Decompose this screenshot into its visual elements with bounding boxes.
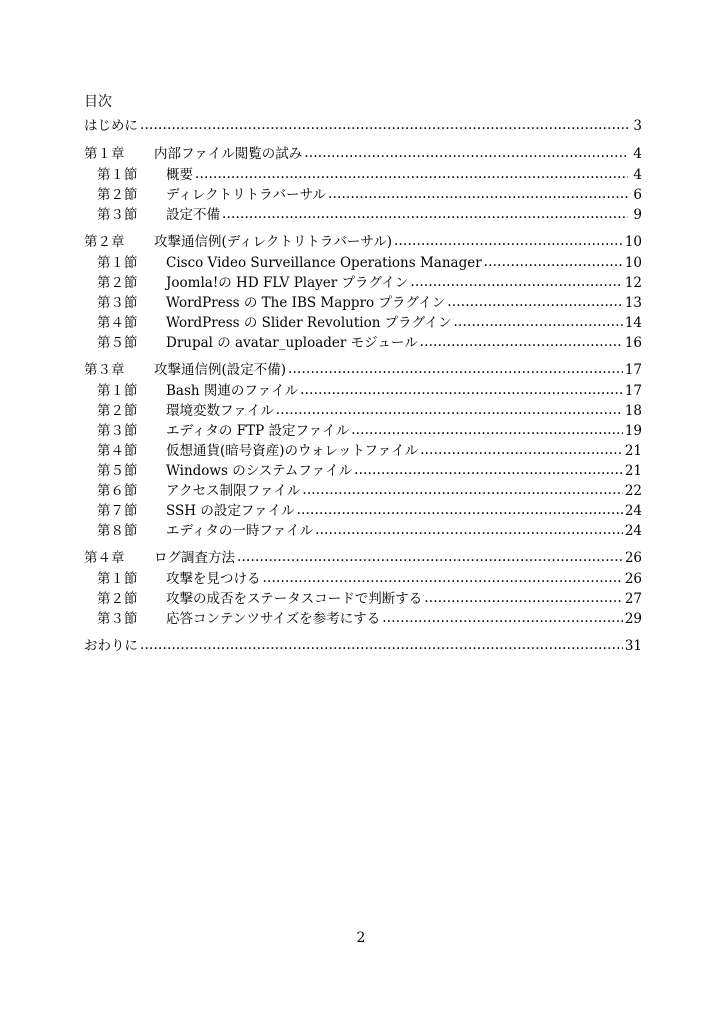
toc-entry-number: 第４章 — [84, 550, 125, 566]
toc-entry-number: 第１節 — [97, 383, 138, 399]
toc-section-entry[interactable] — [84, 421, 642, 441]
toc-chapter-entry[interactable] — [84, 116, 642, 137]
toc-entry-number: 第５節 — [97, 463, 138, 479]
toc-entry-label: Cisco Video Surveillance Operations Manager — [166, 255, 482, 271]
toc-dot-leader — [276, 400, 623, 420]
toc-entry-page: 4 — [633, 167, 642, 183]
toc-entry-page: 18 — [624, 403, 642, 419]
toc-entry-page: 26 — [624, 571, 642, 587]
toc-section-entry[interactable] — [84, 205, 642, 225]
toc-section-entry[interactable] — [84, 441, 642, 461]
toc-entry-label: はじめに — [84, 118, 138, 134]
toc-entry-label: 攻撃通信例(設定不備) — [154, 362, 287, 378]
toc-entry-number: 第６節 — [97, 483, 138, 499]
toc-chapter-entry[interactable] — [84, 636, 642, 657]
toc-entry-number: 第３章 — [84, 362, 125, 378]
toc-dot-leader — [410, 272, 622, 292]
toc-entry-label: Bash 関連のファイル — [166, 383, 299, 399]
toc-dot-leader — [484, 252, 623, 272]
toc-entry-page: 29 — [624, 611, 642, 627]
toc-entry-number: 第５節 — [97, 335, 138, 351]
toc-chapter-entry[interactable] — [84, 360, 642, 381]
toc-dot-leader — [195, 164, 628, 184]
toc-section-entry[interactable] — [84, 461, 642, 481]
toc-entry-page: 26 — [624, 550, 642, 566]
toc-section-entry[interactable] — [84, 165, 642, 185]
toc-dot-leader — [300, 380, 623, 400]
table-of-contents — [84, 116, 642, 657]
toc-entry-page: 10 — [624, 234, 642, 250]
toc-entry-number: 第１節 — [97, 571, 138, 587]
toc-entry-label: 攻撃を見つける — [166, 571, 261, 587]
toc-entry-number: 第２節 — [97, 275, 138, 291]
toc-dot-leader — [237, 547, 623, 567]
toc-dot-leader — [304, 143, 628, 163]
toc-title: 目次 — [84, 94, 112, 110]
toc-section-entry[interactable] — [84, 293, 642, 313]
toc-entry-label: Windows のシステムファイル — [166, 463, 353, 479]
toc-dot-leader — [288, 359, 623, 379]
toc-entry-page: 12 — [624, 275, 642, 291]
toc-entry-number: 第２節 — [97, 187, 138, 203]
toc-section-entry[interactable] — [84, 253, 642, 273]
toc-entry-number: 第１節 — [97, 167, 138, 183]
toc-entry-page: 17 — [624, 383, 642, 399]
toc-entry-number: 第２節 — [97, 591, 138, 607]
toc-entry-label: ログ調査方法 — [154, 550, 235, 566]
toc-entry-number: 第３節 — [97, 207, 138, 223]
toc-chapter-entry[interactable] — [84, 232, 642, 253]
toc-entry-label: 攻撃通信例(ディレクトリトラバーサル) — [154, 234, 393, 250]
toc-entry-page: 27 — [624, 591, 642, 607]
toc-entry-label: アクセス制限ファイル — [166, 483, 301, 499]
toc-section-entry[interactable] — [84, 185, 642, 205]
toc-entry-label: エディタの FTP 設定ファイル — [166, 423, 350, 439]
toc-dot-leader — [420, 332, 623, 352]
toc-entry-number: 第１節 — [97, 255, 138, 271]
toc-entry-number: 第３節 — [97, 295, 138, 311]
toc-entry-number: 第３節 — [97, 611, 138, 627]
toc-dot-leader — [297, 500, 623, 520]
toc-entry-number: 第４節 — [97, 443, 138, 459]
toc-dot-leader — [222, 204, 628, 224]
toc-entry-page: 22 — [624, 483, 642, 499]
toc-entry-number: 第１章 — [84, 146, 125, 162]
toc-dot-leader — [328, 184, 628, 204]
toc-section-entry[interactable] — [84, 569, 642, 589]
toc-entry-page: 24 — [624, 523, 642, 539]
toc-entry-number: 第２章 — [84, 234, 125, 250]
toc-entry-label: Drupal の avatar_uploader モジュール — [166, 335, 418, 351]
toc-dot-leader — [315, 520, 623, 540]
toc-entry-number: 第４節 — [97, 315, 138, 331]
toc-section-entry[interactable] — [84, 609, 642, 629]
toc-dot-leader — [302, 480, 622, 500]
toc-entry-page: 24 — [624, 503, 642, 519]
toc-entry-page: 31 — [624, 638, 642, 654]
toc-entry-page: 13 — [624, 295, 642, 311]
toc-entry-label: 仮想通貨(暗号資産)のウォレットファイル — [166, 443, 419, 459]
toc-entry-page: 14 — [624, 315, 642, 331]
toc-section-entry[interactable] — [84, 589, 642, 609]
toc-section-entry[interactable] — [84, 333, 642, 353]
toc-dot-leader — [420, 440, 623, 460]
toc-entry-label: SSH の設定ファイル — [166, 503, 295, 519]
toc-section-entry[interactable] — [84, 401, 642, 421]
toc-section-entry[interactable] — [84, 521, 642, 541]
toc-dot-leader — [140, 635, 623, 655]
toc-entry-page: 4 — [633, 146, 642, 162]
toc-dot-leader — [454, 312, 623, 332]
toc-entry-label: 内部ファイル閲覧の試み — [154, 146, 303, 162]
toc-entry-page: 3 — [633, 118, 642, 134]
toc-section-entry[interactable] — [84, 313, 642, 333]
toc-entry-page: 9 — [633, 207, 642, 223]
toc-section-entry[interactable] — [84, 381, 642, 401]
toc-chapter-entry[interactable] — [84, 548, 642, 569]
toc-entry-label: 応答コンテンツサイズを参考にする — [166, 611, 381, 627]
footer-page-number: 2 — [356, 930, 366, 946]
toc-entry-label: エディタの一時ファイル — [166, 523, 314, 539]
toc-chapter-entry[interactable] — [84, 144, 642, 165]
toc-entry-number: 第７節 — [97, 503, 138, 519]
toc-dot-leader — [447, 292, 623, 312]
toc-section-entry[interactable] — [84, 501, 642, 521]
toc-entry-number: 第２節 — [97, 403, 138, 419]
toc-entry-label: 設定不備 — [166, 207, 220, 223]
toc-section-entry[interactable] — [84, 273, 642, 293]
toc-entry-page: 21 — [624, 443, 642, 459]
toc-entry-label: Joomla!の HD FLV Player プラグイン — [166, 275, 409, 291]
toc-entry-label: WordPress の Slider Revolution プラグイン — [166, 315, 452, 331]
toc-dot-leader — [394, 231, 623, 251]
toc-dot-leader — [263, 568, 623, 588]
toc-dot-leader — [354, 460, 623, 480]
toc-entry-page: 6 — [633, 187, 642, 203]
toc-entry-page: 16 — [624, 335, 642, 351]
toc-entry-label: 攻撃の成否をステータスコードで判断する — [166, 591, 423, 607]
toc-dot-leader — [424, 588, 623, 608]
toc-entry-label: 環境変数ファイル — [166, 403, 274, 419]
toc-dot-leader — [140, 115, 628, 135]
toc-entry-label: ディレクトリトラバーサル — [166, 187, 326, 203]
toc-dot-leader — [351, 420, 623, 440]
toc-entry-label: おわりに — [84, 638, 138, 654]
toc-entry-page: 17 — [624, 362, 642, 378]
toc-entry-page: 21 — [624, 463, 642, 479]
toc-dot-leader — [382, 608, 623, 628]
toc-entry-label: 概要 — [166, 167, 193, 183]
toc-section-entry[interactable] — [84, 481, 642, 501]
toc-entry-page: 10 — [624, 255, 642, 271]
toc-entry-number: 第８節 — [97, 523, 138, 539]
toc-entry-page: 19 — [624, 423, 642, 439]
toc-entry-number: 第３節 — [97, 423, 138, 439]
toc-entry-label: WordPress の The IBS Mappro プラグイン — [166, 295, 446, 311]
